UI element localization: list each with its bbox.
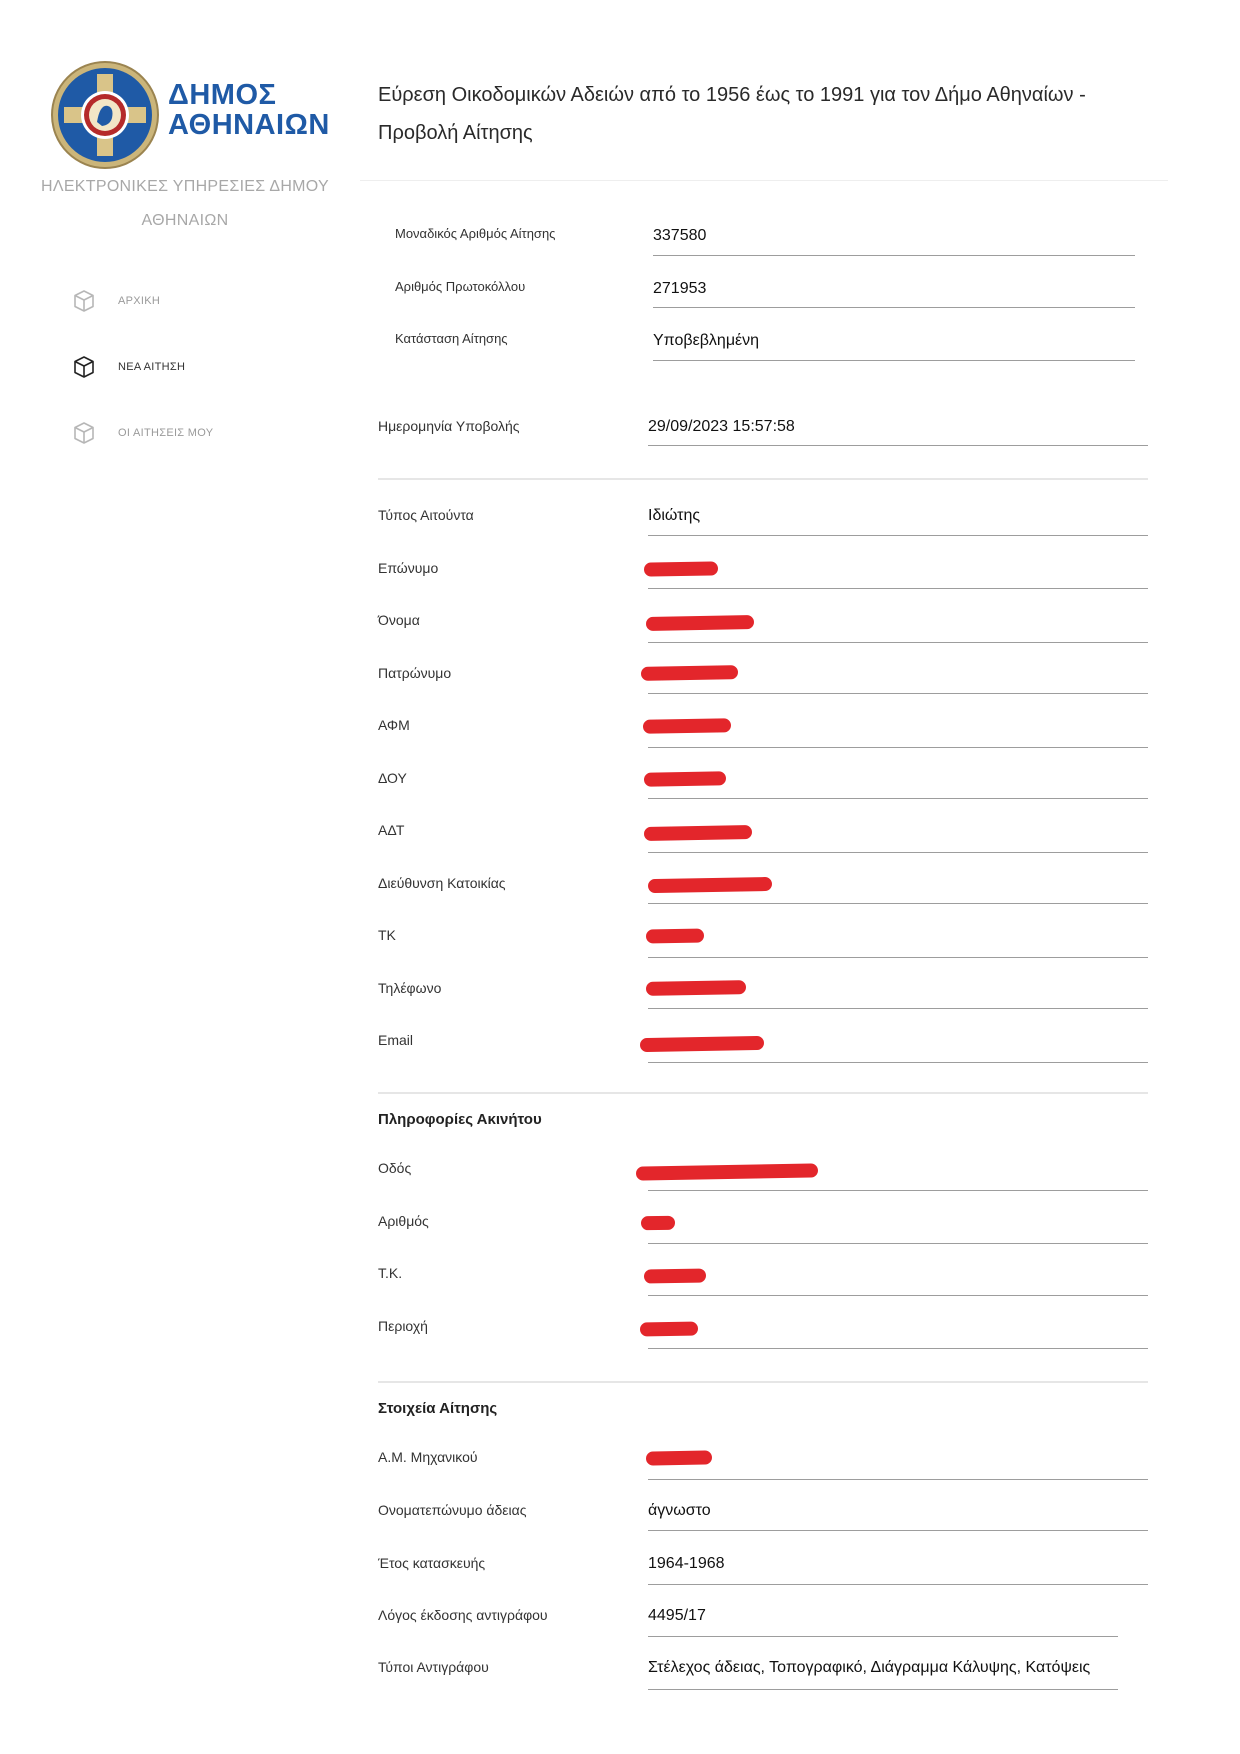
section-title-property: Πληροφορίες Ακινήτου [378,1111,542,1128]
submission-date-value: 29/09/2023 15:57:58 [648,418,795,435]
logo-line-1: ΔΗΜΟΣ [168,79,277,111]
cube-icon [72,355,96,379]
field-copy-types [378,1659,1148,1691]
redaction-mark [640,1036,764,1052]
athens-seal-icon [50,60,160,170]
field-submission-date [378,418,1148,452]
redaction-mark [644,1268,706,1283]
redaction-mark [646,1450,712,1465]
redaction-mark [644,561,718,576]
redaction-mark [648,877,772,893]
field-label: Κατάσταση Αίτησης [395,331,508,346]
field-label: Ημερομηνία Υποβολής [378,418,520,434]
field-label: Αριθμός Πρωτοκόλλου [395,279,526,294]
field-label: Επώνυμο [378,560,439,576]
section-divider [378,1381,1148,1383]
redaction-mark [646,928,704,943]
section-title-request: Στοιχεία Αίτησης [378,1400,498,1417]
nav-label-my-applications: ΟΙ ΑΙΤΗΣΕΙΣ ΜΟΥ [118,427,214,439]
field-area [378,1318,1148,1348]
field-label: ΤΚ [378,927,396,943]
nav-label-home: ΑΡΧΙΚΗ [118,295,161,307]
cube-icon [72,421,96,445]
field-value: άγνωστο [648,1502,711,1519]
field-label: Αριθμός [378,1213,429,1229]
field-street [378,1160,1148,1190]
field-label: Όνομα [378,612,420,628]
field-value: 1964-1968 [648,1555,725,1572]
field-unique-id [395,226,1135,260]
field-application-status [395,331,1135,365]
portal-subtitle: ΗΛΕΚΤΡΟΝΙΚΕΣ ΥΠΗΡΕΣΙΕΣ ΔΗΜΟΥ ΑΘΗΝΑΙΩΝ [40,178,330,229]
redaction-mark [636,1163,818,1180]
field-label: Διεύθυνση Κατοικίας [378,875,506,891]
field-label: ΑΔΤ [378,822,405,838]
field-label: Ονοματεπώνυμο άδειας [378,1502,527,1518]
field-label: Τηλέφωνο [378,980,442,996]
field-value: 271953 [653,280,707,297]
field-label: Μοναδικός Αριθμός Αίτησης [395,226,556,241]
field-first-name [378,612,1148,642]
field-tax-office [378,770,1148,800]
redaction-mark [640,1321,698,1336]
redaction-mark [644,771,726,786]
sidebar [0,0,370,1754]
field-label: Έτος κατασκευής [378,1555,486,1571]
status-value: Υποβεβλημένη [653,332,760,349]
field-label: Τ.Κ. [378,1265,403,1281]
field-value: Ιδιώτης [648,507,701,524]
field-label: Τύποι Αντιγράφου [378,1659,489,1675]
field-phone [378,980,1148,1010]
field-permit-name [378,1502,1148,1532]
field-label: Α.Μ. Μηχανικού [378,1449,478,1465]
redaction-mark [643,718,731,734]
logo-wordmark [168,80,330,140]
field-engineer-number [378,1449,1148,1479]
field-value: 4495/17 [648,1607,706,1624]
field-label: Τύπος Αιτούντα [378,507,474,523]
cube-icon [72,289,96,313]
redaction-mark [641,1216,675,1231]
section-divider [378,1092,1148,1094]
redaction-mark [641,665,738,681]
logo-line-2: ΑΘΗΝΑΙΩΝ [168,109,330,141]
redaction-mark [644,825,752,841]
nav-item-my-applications[interactable] [72,421,213,445]
nav-label-new-application: ΝΕΑ ΑΙΤΗΣΗ [118,361,186,373]
field-label: ΔΟΥ [378,770,407,786]
field-label: Λόγος έκδοσης αντιγράφου [378,1607,548,1623]
field-father-name [378,665,1148,695]
field-value: Στέλεχος άδειας, Τοπογραφικό, Διάγραμμα Κάλυψης, Κατόψεις [648,1659,1091,1676]
field-applicant-type [378,507,1148,537]
redaction-mark [646,980,746,996]
nav-item-new-application[interactable] [72,355,185,379]
field-protocol-number [395,279,1135,313]
field-label: Περιοχή [378,1318,428,1334]
field-label: Πατρώνυμο [378,665,452,681]
field-postal-code [378,927,1148,957]
nav-item-home[interactable] [72,289,160,313]
field-tax-id [378,717,1148,747]
field-street-number [378,1213,1148,1243]
page-title: Εύρεση Οικοδομικών Αδειών από το 1956 έως το 1991 για τον Δήμο Αθηναίων - Προβολή Αίτησης [378,84,1086,144]
municipality-logo[interactable] [50,60,330,170]
field-label: ΑΦΜ [378,717,410,733]
section-divider [378,478,1148,480]
field-copy-reason [378,1607,1148,1637]
field-label: Οδός [378,1160,412,1176]
field-label: Email [378,1032,414,1048]
header-divider [360,180,1168,181]
redaction-mark [646,615,754,631]
field-construction-year [378,1555,1148,1585]
field-email [378,1032,1148,1062]
field-value: 337580 [653,227,707,244]
field-id-card [378,822,1148,852]
field-property-postal-code [378,1265,1148,1295]
field-surname [378,560,1148,590]
field-home-address [378,875,1148,905]
